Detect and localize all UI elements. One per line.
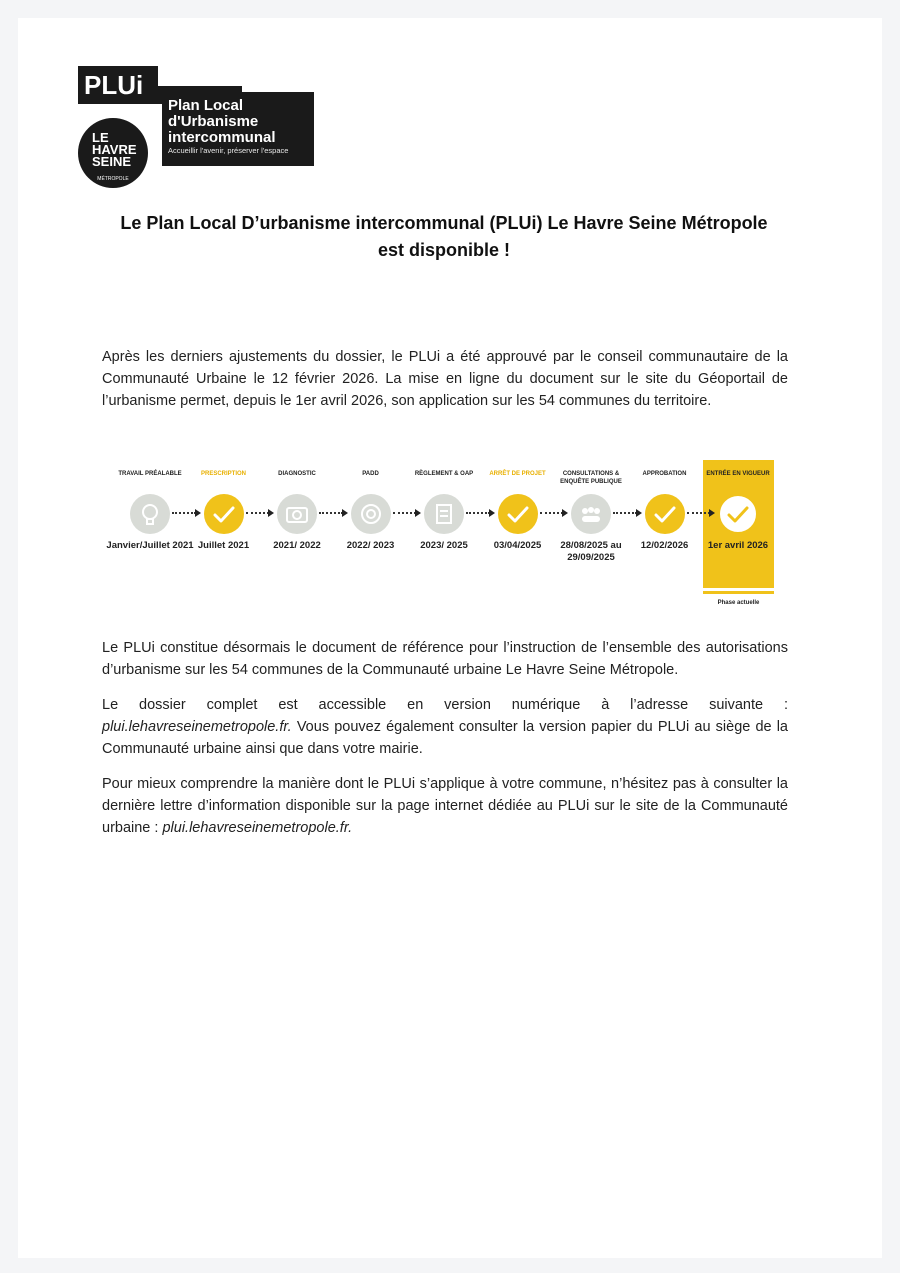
page-title bbox=[90, 210, 798, 264]
logo-circle-line-3: SEINE bbox=[92, 154, 132, 169]
timeline-arrow bbox=[540, 512, 564, 518]
timeline-step-circle bbox=[351, 494, 391, 534]
logo-title bbox=[162, 92, 314, 166]
stripe bbox=[703, 585, 774, 588]
logo-circle-sub: MÉTROPOLE bbox=[97, 176, 129, 182]
page-title-line-2: est disponible ! bbox=[377, 240, 510, 260]
timeline-arrow bbox=[246, 512, 270, 518]
logo-title-line-3: intercommunal bbox=[168, 129, 276, 146]
logo-title-line-1: Plan Local bbox=[168, 97, 244, 114]
access-paragraph bbox=[102, 694, 788, 760]
stripe bbox=[703, 591, 774, 594]
plui-link[interactable]: plui.lehavreseinemetropole.fr. bbox=[102, 719, 292, 735]
logo-circle-text bbox=[92, 132, 137, 168]
timeline-step-label: RÈGLEMENT & OAP bbox=[414, 471, 474, 477]
info-text-before: Pour mieux comprendre la manière dont le PLUi s’applique à votre commune, n’hésitez pas à consulter la dernière lettre d’information disponible sur la page internet dédiée au PLUi sur le site de la Communauté urbaine : bbox=[102, 776, 788, 836]
timeline-step-circle bbox=[424, 494, 464, 534]
timeline-step-label: TRAVAIL PRÉALABLE bbox=[118, 471, 182, 477]
timeline-step-label: CONSULTATIONS & ENQUÊTE PUBLIQUE bbox=[560, 471, 622, 485]
lightbulb-icon bbox=[130, 494, 170, 534]
info-paragraph bbox=[102, 773, 788, 839]
plui-logo bbox=[78, 66, 314, 186]
timeline-step-label: PRESCRIPTION bbox=[200, 471, 246, 477]
access-text-before: Le dossier complet est accessible en version numérique à l’adresse suivante : bbox=[102, 697, 788, 713]
logo-circle-line-1: LE bbox=[92, 130, 109, 145]
timeline-arrow bbox=[613, 512, 637, 518]
timeline-step-circle bbox=[204, 494, 244, 534]
timeline-step-label: DIAGNOSTIC bbox=[278, 471, 316, 477]
timeline-step-circle bbox=[277, 494, 317, 534]
timeline-step-circle bbox=[130, 494, 170, 534]
timeline-arrow bbox=[319, 512, 343, 518]
camera-icon bbox=[277, 494, 317, 534]
timeline-step-date: Juillet 2021 bbox=[197, 540, 250, 551]
logo-circle-line-2: HAVRE bbox=[92, 142, 137, 157]
stripe bbox=[703, 579, 774, 582]
logo-title-line-2: d'Urbanisme bbox=[168, 113, 259, 130]
target-icon bbox=[351, 494, 391, 534]
timeline-step-circle bbox=[498, 494, 538, 534]
timeline-arrow bbox=[393, 512, 417, 518]
timeline-step-label: PADD bbox=[362, 471, 379, 477]
intro-paragraph: Après les derniers ajustements du dossier, le PLUi a été approuvé par le conseil communautaire de la Communauté Urbaine le 12 février 2026. La mise en ligne du document sur le site du Géoportail de l’urbanisme permet, depuis le 1er avril 2026, son application sur les 54 communes du territoire. bbox=[102, 349, 788, 409]
timeline-arrow bbox=[687, 512, 711, 518]
people-icon bbox=[571, 494, 611, 534]
timeline-step-date: 2022/ 2023 bbox=[346, 540, 395, 551]
timeline-step-label: APPROBATION bbox=[642, 471, 687, 477]
check-icon bbox=[645, 494, 685, 534]
timeline-step-circle bbox=[571, 494, 611, 534]
timeline-step-label: ENTRÉE EN VIGUEUR bbox=[706, 471, 770, 477]
timeline-step-date: Janvier/Juillet 2021 bbox=[106, 540, 194, 551]
logo-circle bbox=[78, 118, 148, 188]
timeline-step-circle bbox=[645, 494, 685, 534]
current-phase-stripes bbox=[703, 575, 774, 599]
document-icon bbox=[424, 494, 464, 534]
check-icon bbox=[718, 494, 758, 534]
timeline-arrow bbox=[466, 512, 490, 518]
procedure-timeline bbox=[106, 460, 790, 620]
timeline-step-date: 2023/ 2025 bbox=[420, 540, 468, 551]
check-icon bbox=[204, 494, 244, 534]
current-phase-label: Phase actuelle bbox=[717, 600, 760, 606]
logo-tagline: Accueillir l'avenir, préserver l'espace bbox=[168, 146, 289, 155]
timeline-step-label: ARRÊT DE PROJET bbox=[489, 471, 546, 477]
timeline-step-date: 2021/ 2022 bbox=[273, 540, 321, 551]
check-icon bbox=[498, 494, 538, 534]
timeline-step-date: 03/04/2025 bbox=[493, 540, 542, 551]
timeline-step-date: 1er avril 2026 bbox=[707, 540, 769, 551]
plui-link-2[interactable]: plui.lehavreseinemetropole.fr. bbox=[162, 820, 353, 836]
timeline-arrow bbox=[172, 512, 196, 518]
reference-paragraph: Le PLUi constitue désormais le document de référence pour l’instruction de l’ensemble des autorisations d’urbanisme sur les 54 communes de la Communauté urbaine Le Havre Seine Métropole. bbox=[102, 640, 788, 678]
access-text-after: Vous pouvez également consulter la version papier du PLUi au siège de la Communauté urbaine ainsi que dans votre mairie. bbox=[102, 719, 788, 757]
timeline-step-circle bbox=[718, 494, 758, 534]
timeline-step-date: 28/08/2025 au 29/09/2025 bbox=[560, 540, 622, 563]
logo-brand: PLUi bbox=[78, 66, 158, 104]
timeline-step-date: 12/02/2026 bbox=[640, 540, 689, 551]
page-title-line-1: Le Plan Local D’urbanisme intercommunal (PLUi) Le Havre Seine Métropole bbox=[120, 213, 768, 233]
